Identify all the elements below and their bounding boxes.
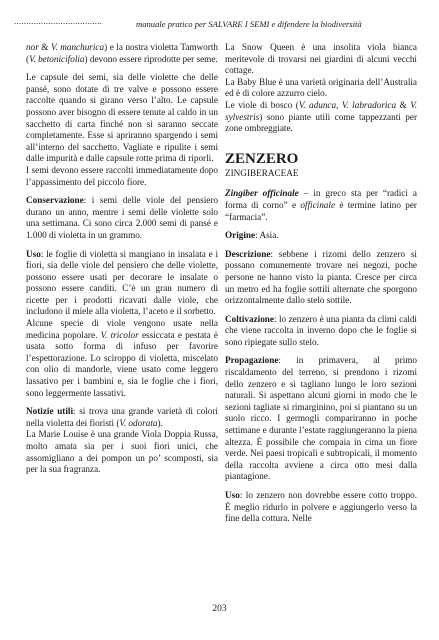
label-propagazione: Propagazione — [225, 355, 279, 366]
right-column — [225, 42, 417, 532]
species-name: V. manchurica — [50, 42, 105, 52]
paragraph-uso — [26, 249, 218, 319]
text: Le viole di bosco ( — [225, 99, 299, 110]
paragraph-uso-zenzero — [225, 490, 417, 525]
label-zingiber: Zingiber officinale — [225, 188, 299, 199]
text: ) devono essere riprodotte per seme. — [84, 53, 218, 64]
label-notizie-utili: Notizie utili — [26, 406, 74, 417]
label-uso: Uso — [26, 248, 41, 259]
paragraph-origine — [225, 230, 417, 242]
text: : lo zenzero è una pianta da climi caldi che viene raccolta in inverno dopo che le foglie si sono ripiegate sullo stelo. — [225, 313, 417, 347]
paragraph-propagazione — [225, 355, 417, 483]
text: : in primavera, al primo riscaldamento del terreno, si prendono i rizomi dello zenzero e si tagliano lungo le loro sezioni naturali. Si aspettano alcuni giorni in modo che le sezioni tagliate si rimarginino, poi si piantano su un suolo ricco. I germogli compariranno in poche settimane e durante l’estate raggiungeranno la piena altezza. È possibile che compaia in cima un fiore verde. Nei paesi tropicali e subtropicali, il momento della raccolta avviene a circa otto mesi dalla piantagione. — [225, 355, 417, 482]
text: ) sono piante utili come tappezzanti per zone ombreggiate. — [225, 111, 417, 134]
label-origine: Origine — [225, 230, 256, 241]
paragraph-marie-louise: La Marie Louise è una grande Viola Doppia Russa, molto amata sia per i suoi fiori unici, che assomigliano a dei pompon un po’ scomposti, sia per la sua fragranza. — [26, 429, 218, 475]
paragraph-notizie-utili — [26, 406, 218, 429]
header-dots: .................................... — [14, 16, 103, 26]
text: : i semi delle viole del pensiero durano un anno, mentre i semi delle violette solo una settimana. Ci sono circa 2.000 semi di pansé e 1.000 di violetta in un grammo. — [26, 195, 218, 240]
paragraph-baby-blue: La Baby Blue è una varietà originaria dell’Australia ed è di colore azzurro cielo. — [225, 76, 417, 99]
paragraph-viole-bosco — [225, 100, 417, 135]
species-name: officinale — [300, 199, 336, 210]
paragraph-species-seed — [26, 42, 218, 65]
text: è termine latino per “farmacia”. — [225, 199, 417, 222]
text: : Asia. — [255, 230, 279, 241]
text: : lo zenzero non dovrebbe essere cotto troppo. È meglio ridurlo in polvere e aggiungerlo verso la fine della cottura. Nelle — [225, 490, 417, 524]
species-name: V. adunca, V. labradorica — [298, 99, 397, 110]
section-title: ZENZERO — [225, 150, 299, 167]
text: ). — [157, 417, 163, 428]
paragraph-capsules: Le capsule dei semi, sia delle violette che delle pansé, sono dotate di tre valve e possono essere raccolte quando si girano verso l’alto. Le capsule possono aver bisogno di essere tenute al caldo in un sacchetto di carta finché non si saranno seccate completamente. Esse si apriranno spargendo i semi all’interno del sacchetto. Vagliate e ripulite i semi dalle impurità e dalle capsule rotte prima di riporli. — [26, 72, 218, 164]
label-descrizione: Descrizione — [225, 248, 271, 259]
header-title: manuale pratico per SALVARE I SEMI e difendere la biodiversità — [136, 19, 362, 29]
label-uso: Uso — [225, 490, 240, 500]
text: & — [396, 99, 411, 110]
paragraph-snow-queen: La Snow Queen è una insolita viola bianca meritevole di trovarsi nei giardini di alcuni vecchi cottage. — [225, 42, 417, 76]
left-column — [26, 42, 218, 483]
text: : si trova una grande varietà di colori nella violetta dei fioristi ( — [26, 406, 218, 428]
text: ) e la nostra violetta Tamworth ( — [26, 42, 218, 64]
text: essiccata e pestata è usata sotto forma di infuso per favorire l’espettorazione. Lo sciroppo di violetta, miscelato con olio di mandorle, viene usato come leggero lassativo per i bambini e, sia le foglie che i fiori, sono leggermente lassativi. — [26, 329, 218, 398]
paragraph-zingiber — [225, 188, 417, 223]
page-number: 203 — [212, 604, 227, 614]
text: : le foglie di violetta si mangiano in insalata e i fiori, sia delle viole del pensiero che delle violette, possono essere usati per decorare le insalate o possono essere canditi. C’è un gran numero di ricette per i prodotti ricavati dalle viole, che includono il miele alla violetta, l’aceto e il sorbetto. — [26, 248, 218, 317]
section-family: ZINGIBERACEAE — [225, 167, 299, 178]
paragraph-coltivazione — [225, 314, 417, 349]
running-header — [0, 16, 439, 32]
text: – in greco sta per “radici a forma di corno” e — [225, 188, 417, 210]
species-name: V. betonicifolia — [29, 53, 85, 64]
paragraph-medicina — [26, 318, 218, 399]
text: : sebbene i rizomi dello zenzero si possano comunemente trovare nei negozi, poche persone ne hanno visto la pianta. Cresce per circa un metro ed ha foglie sottili alternate che sporgono orizzontalmente dallo stelo sottile. — [225, 248, 417, 306]
label-conservazione: Conservazione — [26, 195, 84, 206]
paragraph-harvest: I semi devono essere raccolti immediatamente dopo l’appassimento del piccolo fiore. — [26, 164, 218, 187]
species-name: V. sylvestris — [225, 99, 418, 122]
label-coltivazione: Coltivazione — [225, 313, 274, 324]
species-name: V. odorata — [119, 417, 158, 428]
text: Alcune specie di viole vengono usate nella medicina popolare. — [26, 318, 218, 340]
text: & — [38, 42, 51, 52]
species-name: nor — [26, 42, 39, 52]
paragraph-descrizione — [225, 249, 417, 307]
species-name: V. tricolor — [100, 329, 139, 340]
paragraph-conservazione — [26, 195, 218, 241]
